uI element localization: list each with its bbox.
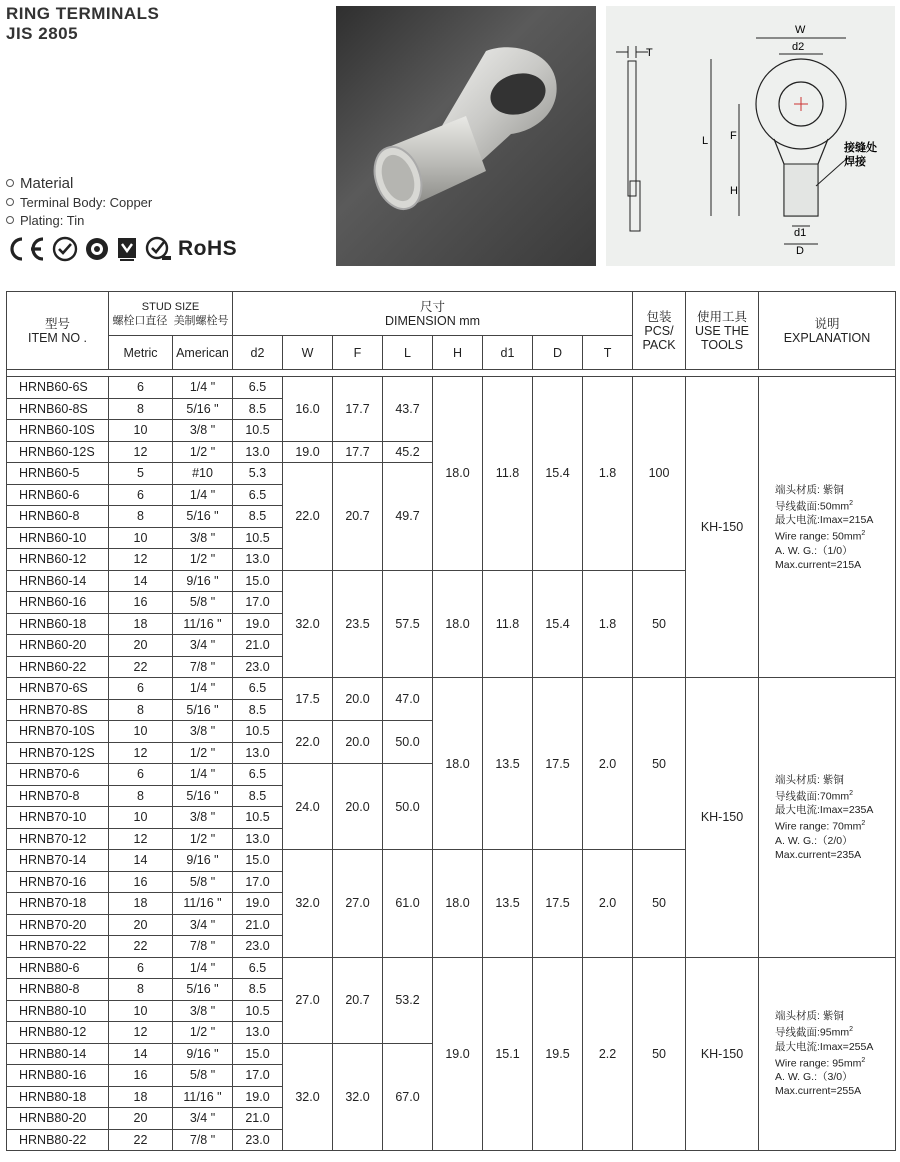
header-explanation: 说明 EXPLANATION bbox=[759, 292, 896, 370]
cell-d2: 21.0 bbox=[233, 1108, 283, 1130]
cell-d1: 13.5 bbox=[483, 678, 533, 850]
cell-item: HRNB60-12S bbox=[7, 441, 109, 463]
ce-mark-icon bbox=[6, 236, 46, 262]
cell-D: 19.5 bbox=[533, 957, 583, 1151]
cell-metric: 6 bbox=[109, 957, 173, 979]
cell-d1: 15.1 bbox=[483, 957, 533, 1151]
cell-F: 20.7 bbox=[333, 957, 383, 1043]
cell-W: 19.0 bbox=[283, 441, 333, 463]
cell-item: HRNB60-18 bbox=[7, 613, 109, 635]
cell-d1: 11.8 bbox=[483, 570, 533, 678]
table-row bbox=[7, 678, 896, 700]
cell-metric: 20 bbox=[109, 1108, 173, 1130]
cell-metric: 20 bbox=[109, 635, 173, 657]
cell-T: 2.0 bbox=[583, 850, 633, 958]
iso-mark-icon bbox=[116, 236, 138, 262]
header-stud-size: STUD SIZE 螺栓口直径 美制螺栓号 bbox=[109, 292, 233, 336]
cell-american: 1/4 " bbox=[173, 377, 233, 399]
spec-table-body bbox=[7, 370, 896, 1151]
cell-metric: 8 bbox=[109, 506, 173, 528]
table-row bbox=[7, 377, 896, 399]
superscript: 2 bbox=[849, 1026, 854, 1034]
cell-american: 1/2 " bbox=[173, 549, 233, 571]
title-line-2: JIS 2805 bbox=[6, 24, 79, 43]
dimension-drawing bbox=[606, 6, 895, 266]
cell-d2: 13.0 bbox=[233, 1022, 283, 1044]
cell-d2: 15.0 bbox=[233, 1043, 283, 1065]
cell-metric: 16 bbox=[109, 1065, 173, 1087]
cell-d2: 17.0 bbox=[233, 592, 283, 614]
cell-d2: 15.0 bbox=[233, 570, 283, 592]
cell-item: HRNB80-12 bbox=[7, 1022, 109, 1044]
cell-d2: 17.0 bbox=[233, 871, 283, 893]
cell-american: 3/4 " bbox=[173, 1108, 233, 1130]
cell-metric: 12 bbox=[109, 828, 173, 850]
cell-L: 50.0 bbox=[383, 764, 433, 850]
cell-metric: 12 bbox=[109, 441, 173, 463]
cell-F: 23.5 bbox=[333, 570, 383, 678]
cell-item: HRNB70-20 bbox=[7, 914, 109, 936]
superscript: 2 bbox=[849, 789, 854, 797]
cell-item: HRNB60-16 bbox=[7, 592, 109, 614]
cell-metric: 6 bbox=[109, 377, 173, 399]
cell-d2: 8.5 bbox=[233, 506, 283, 528]
cell-item: HRNB60-8S bbox=[7, 398, 109, 420]
cell-item: HRNB70-8S bbox=[7, 699, 109, 721]
cell-d2: 19.0 bbox=[233, 893, 283, 915]
header-d1: d1 bbox=[483, 336, 533, 370]
label-W: W bbox=[795, 24, 806, 36]
cell-H: 18.0 bbox=[433, 570, 483, 678]
cell-d2: 6.5 bbox=[233, 678, 283, 700]
cell-item: HRNB60-10S bbox=[7, 420, 109, 442]
cell-d2: 13.0 bbox=[233, 828, 283, 850]
spec-table bbox=[6, 291, 896, 1151]
cell-american: 1/4 " bbox=[173, 764, 233, 786]
header-L: L bbox=[383, 336, 433, 370]
cell-exp bbox=[759, 678, 896, 958]
bullet-icon bbox=[6, 198, 14, 206]
cell-american: 5/16 " bbox=[173, 506, 233, 528]
header-pack: 包装 PCS/ PACK bbox=[633, 292, 686, 370]
cell-item: HRNB60-22 bbox=[7, 656, 109, 678]
material-heading: Material bbox=[6, 173, 152, 193]
cell-metric: 18 bbox=[109, 893, 173, 915]
cell-item: HRNB60-5 bbox=[7, 463, 109, 485]
explanation-line: 端头材质: 紫铜 bbox=[775, 1010, 844, 1023]
rohs-logo: RoHS bbox=[178, 237, 238, 260]
header-tools: 使用工具 USE THE TOOLS bbox=[686, 292, 759, 370]
header-H: H bbox=[433, 336, 483, 370]
cell-metric: 10 bbox=[109, 807, 173, 829]
cell-item: HRNB80-22 bbox=[7, 1129, 109, 1151]
cell-metric: 10 bbox=[109, 721, 173, 743]
cell-metric: 5 bbox=[109, 463, 173, 485]
explanation-line: 导线截面$:95mm^2$ bbox=[775, 1026, 854, 1039]
cell-item: HRNB80-10 bbox=[7, 1000, 109, 1022]
cell-metric: 6 bbox=[109, 484, 173, 506]
explanation-line: Max.current=235A bbox=[775, 848, 862, 861]
cell-d2: 8.5 bbox=[233, 785, 283, 807]
label-weld-1: 接缝处 bbox=[844, 142, 877, 154]
label-weld-2: 焊接 bbox=[844, 156, 866, 168]
cell-metric: 22 bbox=[109, 936, 173, 958]
cell-american: #10 bbox=[173, 463, 233, 485]
cell-item: HRNB60-6 bbox=[7, 484, 109, 506]
cell-F: 20.0 bbox=[333, 678, 383, 721]
cell-american: 1/4 " bbox=[173, 678, 233, 700]
superscript: 2 bbox=[861, 1056, 866, 1064]
cell-american: 5/16 " bbox=[173, 398, 233, 420]
certification-logos bbox=[6, 236, 237, 262]
cell-D: 17.5 bbox=[533, 678, 583, 850]
cell-L: 57.5 bbox=[383, 570, 433, 678]
cell-d1: 11.8 bbox=[483, 377, 533, 571]
cell-american: 3/8 " bbox=[173, 420, 233, 442]
explanation-line: 最大电流:Imax=255A bbox=[775, 1040, 874, 1053]
cell-american: 9/16 " bbox=[173, 850, 233, 872]
cell-item: HRNB80-16 bbox=[7, 1065, 109, 1087]
cell-item: HRNB80-14 bbox=[7, 1043, 109, 1065]
cell-american: 5/8 " bbox=[173, 871, 233, 893]
cell-item: HRNB80-6 bbox=[7, 957, 109, 979]
cell-metric: 8 bbox=[109, 699, 173, 721]
explanation-line: A. W. G.:（2/0） bbox=[775, 834, 853, 847]
cell-W: 22.0 bbox=[283, 721, 333, 764]
material-list bbox=[6, 173, 152, 229]
cell-item: HRNB70-8 bbox=[7, 785, 109, 807]
cell-metric: 16 bbox=[109, 592, 173, 614]
cell-d2: 21.0 bbox=[233, 635, 283, 657]
cell-L: 53.2 bbox=[383, 957, 433, 1043]
cell-d2: 19.0 bbox=[233, 1086, 283, 1108]
cell-american: 7/8 " bbox=[173, 656, 233, 678]
cell-item: HRNB70-22 bbox=[7, 936, 109, 958]
cell-item: HRNB60-10 bbox=[7, 527, 109, 549]
explanation-line: 最大电流:Imax=235A bbox=[775, 804, 874, 817]
cell-F: 32.0 bbox=[333, 1043, 383, 1151]
cell-d2: 13.0 bbox=[233, 441, 283, 463]
cell-T: 1.8 bbox=[583, 570, 633, 678]
cell-d2: 8.5 bbox=[233, 398, 283, 420]
cell-W: 17.5 bbox=[283, 678, 333, 721]
cell-item: HRNB70-6 bbox=[7, 764, 109, 786]
cell-W: 32.0 bbox=[283, 1043, 333, 1151]
quality-seal-icon bbox=[84, 236, 110, 262]
cell-pack: 50 bbox=[633, 678, 686, 850]
cell-metric: 8 bbox=[109, 979, 173, 1001]
cell-L: 49.7 bbox=[383, 463, 433, 571]
superscript: 2 bbox=[849, 499, 854, 507]
cell-american: 5/8 " bbox=[173, 592, 233, 614]
cell-d2: 10.5 bbox=[233, 420, 283, 442]
cell-L: 50.0 bbox=[383, 721, 433, 764]
cell-T: 1.8 bbox=[583, 377, 633, 571]
page-title bbox=[6, 4, 159, 44]
cell-L: 45.2 bbox=[383, 441, 433, 463]
cell-american: 5/16 " bbox=[173, 699, 233, 721]
header-F: F bbox=[333, 336, 383, 370]
cell-item: HRNB70-12 bbox=[7, 828, 109, 850]
cell-item: HRNB70-14 bbox=[7, 850, 109, 872]
cell-item: HRNB70-12S bbox=[7, 742, 109, 764]
cell-W: 24.0 bbox=[283, 764, 333, 850]
cell-exp bbox=[759, 377, 896, 678]
label-d2: d2 bbox=[792, 41, 805, 53]
cell-american: 1/2 " bbox=[173, 828, 233, 850]
cell-item: HRNB70-6S bbox=[7, 678, 109, 700]
sgs-mark-icon bbox=[144, 236, 172, 262]
cell-d2: 6.5 bbox=[233, 377, 283, 399]
explanation-line: Wire range: $70mm^2$ bbox=[775, 820, 866, 833]
cell-F: 17.7 bbox=[333, 441, 383, 463]
cell-item: HRNB60-8 bbox=[7, 506, 109, 528]
cell-d2: 10.5 bbox=[233, 1000, 283, 1022]
material-plating: Plating: Tin bbox=[6, 211, 152, 229]
cell-d2: 6.5 bbox=[233, 764, 283, 786]
title-line-1: RING TERMINALS bbox=[6, 4, 160, 23]
label-T: T bbox=[646, 47, 653, 59]
cell-T: 2.2 bbox=[583, 957, 633, 1151]
table-spacer bbox=[7, 370, 896, 377]
cell-metric: 16 bbox=[109, 871, 173, 893]
header-item: 型号 ITEM NO . bbox=[7, 292, 109, 370]
cell-item: HRNB80-8 bbox=[7, 979, 109, 1001]
cell-d2: 10.5 bbox=[233, 721, 283, 743]
cell-metric: 12 bbox=[109, 742, 173, 764]
cell-metric: 8 bbox=[109, 398, 173, 420]
cell-d2: 13.0 bbox=[233, 549, 283, 571]
cell-item: HRNB70-16 bbox=[7, 871, 109, 893]
cell-metric: 18 bbox=[109, 1086, 173, 1108]
cell-american: 1/2 " bbox=[173, 441, 233, 463]
cell-d2: 17.0 bbox=[233, 1065, 283, 1087]
cell-metric: 10 bbox=[109, 1000, 173, 1022]
cell-american: 7/8 " bbox=[173, 1129, 233, 1151]
header-D: D bbox=[533, 336, 583, 370]
explanation-line: Wire range: $95mm^2$ bbox=[775, 1056, 866, 1070]
cell-metric: 14 bbox=[109, 570, 173, 592]
cell-metric: 14 bbox=[109, 1043, 173, 1065]
cell-L: 43.7 bbox=[383, 377, 433, 442]
superscript: 2 bbox=[861, 530, 866, 537]
cell-item: HRNB70-18 bbox=[7, 893, 109, 915]
cell-item: HRNB70-10S bbox=[7, 721, 109, 743]
cell-d2: 13.0 bbox=[233, 742, 283, 764]
explanation-line: 端头材质: 紫铜 bbox=[775, 773, 844, 786]
cell-metric: 10 bbox=[109, 420, 173, 442]
explanation-line: 端头材质: 紫铜 bbox=[775, 483, 844, 496]
cell-L: 47.0 bbox=[383, 678, 433, 721]
cell-d2: 6.5 bbox=[233, 957, 283, 979]
cell-d2: 15.0 bbox=[233, 850, 283, 872]
cell-D: 15.4 bbox=[533, 377, 583, 571]
cell-item: HRNB60-12 bbox=[7, 549, 109, 571]
explanation-line: A. W. G.:（3/0） bbox=[775, 1071, 853, 1084]
cell-H: 18.0 bbox=[433, 678, 483, 850]
cell-american: 3/8 " bbox=[173, 1000, 233, 1022]
cell-pack: 100 bbox=[633, 377, 686, 571]
explanation-line: Max.current=215A bbox=[775, 558, 862, 571]
explanation-line: A. W. G.:（1/0） bbox=[775, 544, 853, 557]
cell-american: 5/16 " bbox=[173, 785, 233, 807]
header-T: T bbox=[583, 336, 633, 370]
cell-pack: 50 bbox=[633, 570, 686, 678]
header-dimension: 尺寸 DIMENSION mm bbox=[233, 292, 633, 336]
cell-H: 19.0 bbox=[433, 957, 483, 1151]
cell-d2: 8.5 bbox=[233, 699, 283, 721]
cell-pack: 50 bbox=[633, 850, 686, 958]
table-row bbox=[7, 957, 896, 979]
cell-american: 1/2 " bbox=[173, 1022, 233, 1044]
cell-tool: KH-150 bbox=[686, 377, 759, 678]
cell-W: 22.0 bbox=[283, 463, 333, 571]
explanation-line: Max.current=255A bbox=[775, 1085, 862, 1098]
product-photo bbox=[336, 6, 596, 266]
cell-d1: 13.5 bbox=[483, 850, 533, 958]
cell-F: 27.0 bbox=[333, 850, 383, 958]
cell-american: 9/16 " bbox=[173, 570, 233, 592]
label-H: H bbox=[730, 185, 738, 197]
cell-american: 5/8 " bbox=[173, 1065, 233, 1087]
cell-L: 61.0 bbox=[383, 850, 433, 958]
cell-item: HRNB60-20 bbox=[7, 635, 109, 657]
header-american: American bbox=[173, 336, 233, 370]
technical-drawing bbox=[606, 6, 895, 266]
cell-d2: 10.5 bbox=[233, 807, 283, 829]
cell-item: HRNB60-14 bbox=[7, 570, 109, 592]
cell-american: 3/8 " bbox=[173, 807, 233, 829]
header-metric: Metric bbox=[109, 336, 173, 370]
cell-d2: 23.0 bbox=[233, 656, 283, 678]
cell-american: 7/8 " bbox=[173, 936, 233, 958]
cell-item: HRNB70-10 bbox=[7, 807, 109, 829]
cell-F: 20.0 bbox=[333, 721, 383, 764]
cell-H: 18.0 bbox=[433, 850, 483, 958]
cell-american: 1/4 " bbox=[173, 957, 233, 979]
cell-american: 1/4 " bbox=[173, 484, 233, 506]
cell-L: 67.0 bbox=[383, 1043, 433, 1151]
cell-W: 16.0 bbox=[283, 377, 333, 442]
cell-d2: 6.5 bbox=[233, 484, 283, 506]
cell-metric: 22 bbox=[109, 656, 173, 678]
cell-W: 32.0 bbox=[283, 850, 333, 958]
cell-metric: 22 bbox=[109, 1129, 173, 1151]
explanation-line: 导线截面$:70mm^2$ bbox=[775, 789, 854, 803]
cell-metric: 6 bbox=[109, 764, 173, 786]
cell-H: 18.0 bbox=[433, 377, 483, 571]
explanation-line: Wire range: $50mm^2$ bbox=[775, 530, 866, 543]
cell-item: HRNB80-18 bbox=[7, 1086, 109, 1108]
cell-american: 3/8 " bbox=[173, 721, 233, 743]
cell-tool: KH-150 bbox=[686, 957, 759, 1151]
explanation-line: 最大电流:Imax=215A bbox=[775, 514, 874, 526]
cell-d2: 23.0 bbox=[233, 936, 283, 958]
label-D: D bbox=[796, 245, 804, 257]
cell-F: 20.0 bbox=[333, 764, 383, 850]
ccc-mark-icon bbox=[52, 236, 78, 262]
cell-american: 11/16 " bbox=[173, 893, 233, 915]
cell-T: 2.0 bbox=[583, 678, 633, 850]
cell-pack: 50 bbox=[633, 957, 686, 1151]
cell-american: 11/16 " bbox=[173, 613, 233, 635]
cell-metric: 12 bbox=[109, 1022, 173, 1044]
cell-american: 11/16 " bbox=[173, 1086, 233, 1108]
cell-american: 3/8 " bbox=[173, 527, 233, 549]
cell-american: 9/16 " bbox=[173, 1043, 233, 1065]
cell-item: HRNB80-20 bbox=[7, 1108, 109, 1130]
ring-terminal-image bbox=[336, 6, 596, 266]
header-d2: d2 bbox=[233, 336, 283, 370]
cell-metric: 18 bbox=[109, 613, 173, 635]
cell-d2: 8.5 bbox=[233, 979, 283, 1001]
cell-d2: 10.5 bbox=[233, 527, 283, 549]
cell-exp bbox=[759, 957, 896, 1151]
cell-american: 5/16 " bbox=[173, 979, 233, 1001]
cell-metric: 14 bbox=[109, 850, 173, 872]
cell-d2: 21.0 bbox=[233, 914, 283, 936]
cell-W: 32.0 bbox=[283, 570, 333, 678]
cell-item: HRNB60-6S bbox=[7, 377, 109, 399]
cell-metric: 8 bbox=[109, 785, 173, 807]
cell-metric: 12 bbox=[109, 549, 173, 571]
label-L: L bbox=[702, 135, 709, 147]
cell-d2: 19.0 bbox=[233, 613, 283, 635]
cell-F: 17.7 bbox=[333, 377, 383, 442]
cell-metric: 20 bbox=[109, 914, 173, 936]
material-body: Terminal Body: Copper bbox=[6, 193, 152, 211]
cell-metric: 6 bbox=[109, 678, 173, 700]
cell-d2: 23.0 bbox=[233, 1129, 283, 1151]
cell-D: 15.4 bbox=[533, 570, 583, 678]
cell-d2: 5.3 bbox=[233, 463, 283, 485]
cell-american: 3/4 " bbox=[173, 635, 233, 657]
superscript: 2 bbox=[861, 820, 866, 828]
bullet-icon bbox=[6, 216, 14, 224]
header-W: W bbox=[283, 336, 333, 370]
label-F: F bbox=[730, 130, 737, 142]
explanation-line: 导线截面$:50mm^2$ bbox=[775, 499, 854, 512]
cell-american: 3/4 " bbox=[173, 914, 233, 936]
cell-american: 1/2 " bbox=[173, 742, 233, 764]
cell-W: 27.0 bbox=[283, 957, 333, 1043]
cell-F: 20.7 bbox=[333, 463, 383, 571]
label-d1: d1 bbox=[794, 227, 807, 239]
bullet-icon bbox=[6, 179, 14, 187]
cell-tool: KH-150 bbox=[686, 678, 759, 958]
cell-metric: 10 bbox=[109, 527, 173, 549]
cell-D: 17.5 bbox=[533, 850, 583, 958]
